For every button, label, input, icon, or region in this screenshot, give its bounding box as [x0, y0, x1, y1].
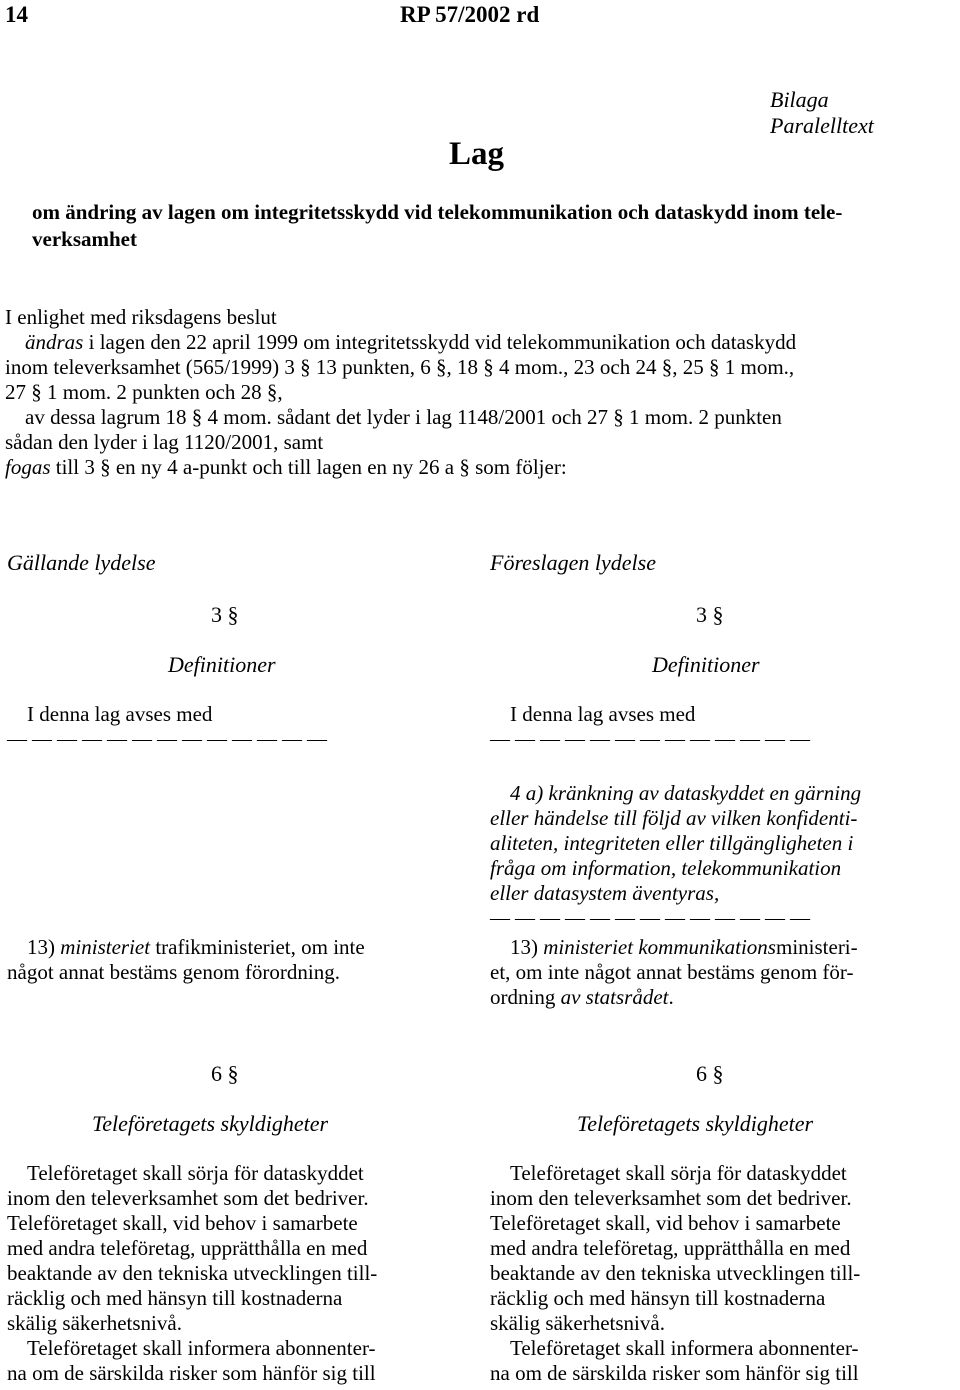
preamble-line-2-text: i lagen den 22 april 1999 om integritetsskydd vid telekommunikation och dataskydd	[83, 330, 797, 354]
new-point-4a-line-3: aliteten, integriteten eller tillgängligheten i	[490, 831, 854, 855]
left-point-13-label: 13)	[27, 935, 61, 959]
left-section-6-heading: Teleföretagets skyldigheter	[92, 1111, 329, 1136]
left-section-6-number: 6 §	[211, 1061, 239, 1086]
new-point-4a-line-2: eller händelse till följd av vilken konfidenti-	[490, 806, 858, 830]
right-omission-dashes-2: — — — — — — — — — — — — —	[490, 907, 810, 929]
left-section-6-line-8: Teleföretaget skall informera abonnenter-	[27, 1336, 376, 1360]
annex-label: Bilaga	[770, 87, 829, 112]
right-section-3-heading: Definitioner	[652, 652, 760, 677]
left-section-6-line-7: skälig säkerhetsnivå.	[7, 1311, 182, 1335]
left-section-6-line-4: med andra teleföretag, upprätthålla en med	[7, 1236, 368, 1260]
right-section-6-line-5: beaktande av den tekniska utvecklingen till-	[490, 1261, 861, 1285]
right-point-13-line-1	[510, 935, 858, 960]
right-point-13-changed-word: kommunikations	[633, 935, 776, 959]
preamble-add-keyword: fogas	[5, 455, 51, 479]
right-point-13-line-2: et, om inte något annat bestäms genom för-	[490, 960, 854, 984]
right-omission-dashes-1: — — — — — — — — — — — — —	[490, 728, 810, 750]
right-point-13-term: ministeriet	[543, 935, 634, 959]
right-point-13-line-3	[490, 985, 674, 1010]
law-subtitle-line2: verksamhet	[32, 227, 137, 251]
left-point-13-text: trafikministeriet, om inte	[150, 935, 365, 959]
left-section-6-line-6: räcklig och med hänsyn till kostnaderna	[7, 1286, 343, 1310]
annex-sublabel: Paralelltext	[770, 113, 874, 138]
right-section-6-line-2: inom den televerksamhet som det bedriver.	[490, 1186, 852, 1210]
right-section-3-number: 3 §	[696, 602, 724, 627]
preamble-amend-keyword: ändras	[25, 330, 84, 354]
left-omission-dashes: — — — — — — — — — — — — —	[7, 728, 327, 750]
right-point-13-line-3-plain: ordning	[490, 985, 561, 1009]
left-section-6-line-5: beaktande av den tekniska utvecklingen till-	[7, 1261, 378, 1285]
law-title: Lag	[449, 136, 505, 172]
right-section-6-line-8: Teleföretaget skall informera abonnenter-	[510, 1336, 859, 1360]
preamble-line-7-text: till 3 § en ny 4 a-punkt och till lagen en ny 26 a § som följer:	[50, 455, 567, 479]
preamble-line-5: av dessa lagrum 18 § 4 mom. sådant det lyder i lag 1148/2001 och 27 § 1 mom. 2 punkten	[25, 405, 782, 429]
right-section-6-number: 6 §	[696, 1061, 724, 1086]
preamble-line-7	[5, 455, 567, 480]
left-point-13-line-2: något annat bestäms genom förordning.	[7, 960, 341, 984]
left-section-6-line-1: Teleföretaget skall sörja för dataskyddet	[27, 1161, 364, 1185]
right-section-6-line-6: räcklig och med hänsyn till kostnaderna	[490, 1286, 826, 1310]
preamble-line-2	[25, 330, 796, 355]
law-subtitle-line1: om ändring av lagen om integritetsskydd vid telekommunikation och dataskydd inom tele-	[32, 200, 843, 224]
right-point-13-added-words: av statsrådet	[560, 985, 669, 1009]
left-section-3-heading: Definitioner	[168, 652, 276, 677]
left-section-3-number: 3 §	[211, 602, 239, 627]
new-point-4a-line-5: eller datasystem äventyras,	[490, 881, 720, 905]
preamble-line-6: sådan den lyder i lag 1120/2001, samt	[5, 430, 324, 454]
document-id: RP 57/2002 rd	[400, 2, 540, 27]
left-section-6-line-2: inom den televerksamhet som det bedriver.	[7, 1186, 369, 1210]
new-point-4a-line-4: fråga om information, telekommunikation	[490, 856, 842, 880]
right-section-6-line-4: med andra teleföretag, upprätthålla en med	[490, 1236, 851, 1260]
right-section-6-line-1: Teleföretaget skall sörja för dataskyddet	[510, 1161, 847, 1185]
left-point-13-term: ministeriet	[60, 935, 151, 959]
left-section-3-intro: I denna lag avses med	[27, 702, 213, 726]
right-point-13-text: ministeri-	[775, 935, 858, 959]
preamble-line-4: 27 § 1 mom. 2 punkten och 28 §,	[5, 380, 283, 404]
left-point-13-line-1	[27, 935, 365, 960]
left-section-6-line-3: Teleföretaget skall, vid behov i samarbete	[7, 1211, 358, 1235]
right-section-6-line-3: Teleföretaget skall, vid behov i samarbete	[490, 1211, 841, 1235]
right-point-13-period: .	[668, 985, 674, 1009]
right-section-6-line-7: skälig säkerhetsnivå.	[490, 1311, 665, 1335]
left-section-6-line-9: na om de särskilda risker som hänför sig till	[7, 1361, 376, 1385]
right-column-heading: Föreslagen lydelse	[490, 550, 656, 575]
right-section-6-line-9: na om de särskilda risker som hänför sig till	[490, 1361, 859, 1385]
preamble-line-3: inom televerksamhet (565/1999) 3 § 13 punkten, 6 §, 18 § 4 mom., 23 och 24 §, 25 § 1 mom.,	[5, 355, 795, 379]
preamble-line-1: I enlighet med riksdagens beslut	[5, 305, 277, 329]
page-number: 14	[5, 2, 28, 27]
new-point-4a-line-1: 4 a) kränkning av dataskyddet en gärning	[510, 781, 862, 805]
left-column-heading: Gällande lydelse	[7, 550, 156, 575]
right-section-6-heading: Teleföretagets skyldigheter	[577, 1111, 814, 1136]
right-point-13-label: 13)	[510, 935, 544, 959]
right-section-3-intro: I denna lag avses med	[510, 702, 696, 726]
